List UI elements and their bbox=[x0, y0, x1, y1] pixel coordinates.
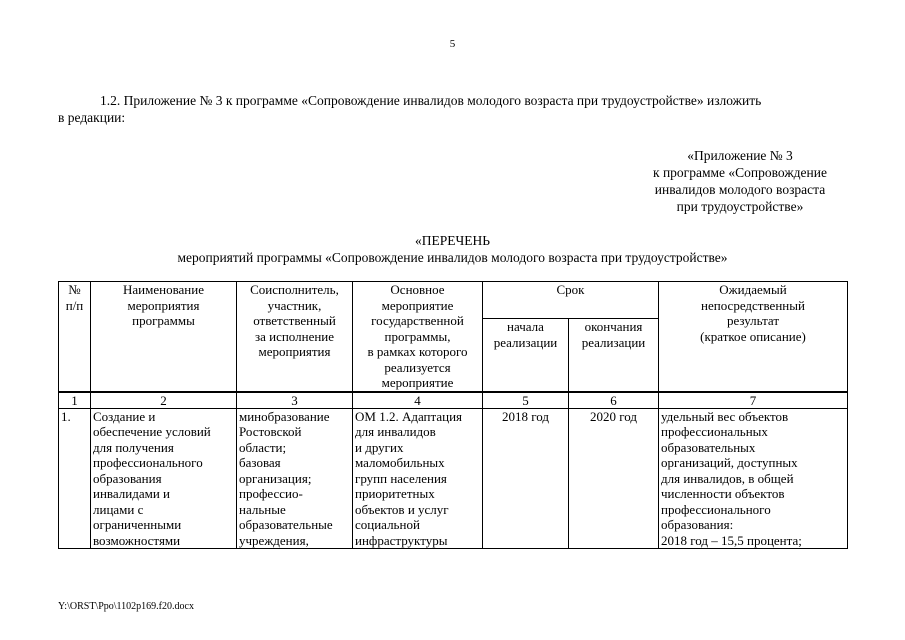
cell-line: профессиональных bbox=[661, 424, 768, 439]
cell-line: для получения bbox=[93, 439, 174, 455]
cell-line: объектов и услуг bbox=[355, 501, 449, 517]
row-executor bbox=[237, 408, 353, 549]
cell-line: мероприятие bbox=[381, 297, 454, 313]
cell-line: инвалидами и bbox=[93, 486, 170, 501]
cell-line: инфраструктуры bbox=[355, 532, 448, 548]
row-main-measure bbox=[353, 408, 483, 549]
cell-line: профессионального bbox=[93, 455, 203, 470]
heading-subtitle: мероприятий программы «Сопровождение инвалидов молодого возраста при трудоустройстве» bbox=[177, 250, 728, 265]
appendix-reference bbox=[620, 147, 860, 215]
cell-line: ОМ 1.2. Адаптация bbox=[355, 408, 463, 424]
page-number: 5 bbox=[449, 38, 456, 50]
table-header-row bbox=[59, 282, 848, 319]
cell-line: непосредственный bbox=[701, 297, 805, 313]
row-num: 1. bbox=[59, 408, 91, 549]
appendix-line-4: при трудоустройстве» bbox=[676, 199, 804, 214]
cell-line: участник, bbox=[267, 297, 322, 313]
cell-line: за исполнение bbox=[254, 328, 335, 344]
cell-line: (краткое описание) bbox=[700, 328, 806, 344]
cell-line: Наименование bbox=[123, 282, 204, 297]
appendix-line-3: инвалидов молодого возраста bbox=[654, 182, 826, 197]
cell-line: образования: bbox=[661, 517, 734, 532]
cell-line: обеспечение условий bbox=[93, 424, 211, 439]
cell-line: маломобильных bbox=[355, 455, 445, 470]
cell-line: мероприятия bbox=[127, 297, 200, 313]
column-number: 6 bbox=[569, 392, 659, 409]
cell-line: Ожидаемый bbox=[719, 282, 787, 297]
cell-line: области; bbox=[239, 439, 287, 455]
column-number: 2 bbox=[91, 392, 237, 409]
appendix-line-2: к программе «Сопровождение bbox=[653, 165, 827, 180]
cell-line: групп населения bbox=[355, 470, 447, 486]
cell-line: в рамках которого bbox=[367, 344, 468, 359]
heading-title: «ПЕРЕЧЕНЬ bbox=[414, 233, 491, 248]
header-executor bbox=[237, 282, 353, 392]
header-term-start bbox=[483, 319, 569, 392]
cell-line: результат bbox=[726, 313, 780, 328]
column-number: 5 bbox=[483, 392, 569, 409]
cell-line: минобразование bbox=[239, 408, 330, 424]
appendix-line-1: «Приложение № 3 bbox=[687, 148, 793, 163]
cell-line: образовательных bbox=[661, 439, 756, 455]
cell-line: государственной bbox=[371, 313, 464, 328]
header-term-end bbox=[569, 319, 659, 392]
cell-line: возможностями bbox=[93, 532, 181, 548]
cell-line: программы, bbox=[384, 328, 451, 344]
document-heading bbox=[0, 232, 905, 266]
cell-line: для инвалидов, в общей bbox=[661, 470, 794, 486]
header-term: Срок bbox=[483, 282, 659, 319]
cell-line: реализации bbox=[493, 334, 558, 350]
cell-line: 2018 год – 15,5 процента; bbox=[661, 532, 802, 548]
cell-line: Ростовской bbox=[239, 424, 302, 439]
intro-line-2: в редакции: bbox=[58, 110, 126, 125]
cell-line: мероприятия bbox=[258, 344, 331, 359]
cell-line: мероприятие bbox=[381, 375, 454, 390]
cell-line: базовая bbox=[239, 455, 281, 470]
cell-line: Соисполнитель, bbox=[250, 282, 339, 297]
cell-line: образования bbox=[93, 470, 162, 486]
column-number-row bbox=[59, 392, 848, 409]
cell-line: организаций, доступных bbox=[661, 455, 798, 470]
header-name bbox=[91, 282, 237, 392]
cell-line: ответственный bbox=[253, 313, 336, 328]
cell-line: и других bbox=[355, 439, 404, 455]
cell-line: профессионального bbox=[661, 501, 771, 517]
column-number: 4 bbox=[353, 392, 483, 409]
cell-line: социальной bbox=[355, 517, 420, 532]
cell-line: № bbox=[68, 282, 81, 297]
row-start: 2018 год bbox=[483, 408, 569, 549]
cell-line: реализуется bbox=[384, 359, 451, 375]
row-name bbox=[91, 408, 237, 549]
row-end: 2020 год bbox=[569, 408, 659, 549]
cell-line: нальные bbox=[239, 501, 286, 517]
cell-line: окончания bbox=[584, 319, 643, 335]
column-number: 1 bbox=[59, 392, 91, 409]
cell-line: программы bbox=[132, 313, 195, 328]
header-result bbox=[659, 282, 848, 392]
intro-line-1: 1.2. Приложение № 3 к программе «Сопровождение инвалидов молодого возраста при трудоустройстве» изложить bbox=[100, 93, 762, 108]
intro-paragraph bbox=[58, 92, 848, 126]
header-num bbox=[59, 282, 91, 392]
row-result bbox=[659, 408, 848, 549]
measures-table bbox=[58, 281, 848, 549]
header-main-measure bbox=[353, 282, 483, 392]
table-row bbox=[59, 408, 848, 549]
cell-line: реализации bbox=[581, 334, 646, 350]
cell-line: образовательные bbox=[239, 517, 333, 532]
cell-line: Создание и bbox=[93, 408, 156, 424]
cell-line: начала bbox=[507, 319, 544, 335]
column-number: 3 bbox=[237, 392, 353, 409]
cell-line: профессио- bbox=[239, 486, 303, 501]
cell-line: организация; bbox=[239, 470, 312, 486]
file-path-footer: Y:\ORST\Ppo\1102p169.f20.docx bbox=[58, 601, 194, 612]
cell-line: лицами с bbox=[93, 501, 144, 517]
cell-line: п/п bbox=[65, 297, 84, 313]
cell-line: для инвалидов bbox=[355, 424, 436, 439]
column-number: 7 bbox=[659, 392, 848, 409]
cell-line: численности объектов bbox=[661, 486, 785, 501]
cell-line: приоритетных bbox=[355, 486, 435, 501]
cell-line: удельный вес объектов bbox=[661, 408, 789, 424]
cell-line: учреждения, bbox=[239, 532, 309, 548]
cell-line: ограниченными bbox=[93, 517, 182, 532]
cell-line: Основное bbox=[390, 282, 445, 297]
